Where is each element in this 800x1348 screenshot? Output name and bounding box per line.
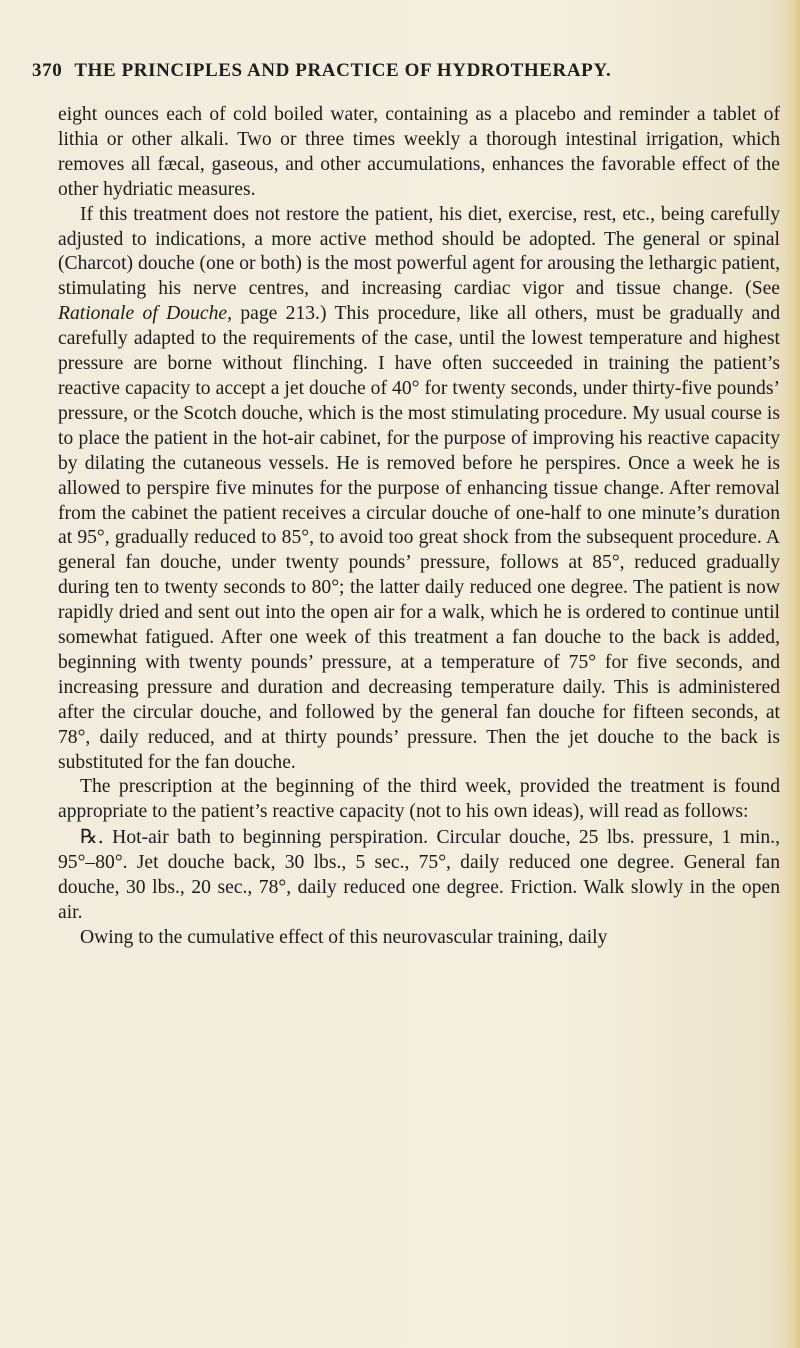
paragraph-final: Owing to the cumulative effect of this neurovascular training, daily bbox=[80, 926, 608, 948]
body-text bbox=[58, 103, 780, 951]
paragraph-continuation: eight ounces each of cold boiled water, containing as a placebo and reminder a tablet of lithia or other alkali. Two or three times weekly a thorough intestinal irrigation, which removes all fæcal, gaseous, and other accumulations, enhances the favorable effect of the other hydriatic measures. bbox=[58, 104, 780, 200]
paragraph-prescription bbox=[58, 825, 780, 926]
paragraph-douche-method bbox=[58, 203, 780, 776]
running-title: THE PRINCIPLES AND PRACTICE OF HYDROTHERAPY. bbox=[74, 60, 612, 81]
paragraph-text: page 213.) This procedure, like all others, must be gradually and carefully adapted to the requirements of the case, until the lowest temperature and highest pressure are borne without flinching. I have often succeeded in training the patient’s reactive capacity to accept a jet douche of 40° for twenty seconds, under thirty-five pounds’ pressure, or the Scotch douche, which is the most stimulating procedure. My usual course is to place the patient in the hot-air cabinet, for the purpose of improving his reactive capacity by dilating the cutaneous vessels. He is removed before he perspires. Once a week he is allowed to perspire five minutes for the purpose of enhancing tissue change. After removal from the cabinet the patient receives a circular douche of one-half to one minute’s duration at 95°, gradually reduced to 85°, to avoid too great shock from the subsequent procedure. A general fan douche, under twenty pounds’ pressure, follows at 85°, reduced gradually during ten to twenty seconds to 80°; the latter daily reduced one degree. The patient is now rapidly dried and sent out into the open air for a walk, which he is ordered to continue until somewhat fatigued. After one week of this treatment a fan douche to the back is added, beginning with twenty pounds’ pressure, at a temperature of 75° for five seconds, and increasing pressure and duration and decreasing temperature daily. This is administered after the circular douche, and followed by the general fan douche for fifteen seconds, at 78°, daily reduced, and at thirty pounds’ pressure. Then the jet douche to the back is substituted for the fan douche. bbox=[58, 303, 780, 773]
recipe-symbol: ℞. bbox=[80, 825, 104, 849]
prescription-text: Hot-air bath to beginning perspiration. Circular douche, 25 lbs. pressure, 1 min., 95°–80°. Jet douche back, 30 lbs., 5 sec., 75°, daily reduced one degree. General fan douche, 30 lbs., 20 sec., 78°, daily reduced one degree. Friction. Walk slowly in the open air. bbox=[58, 827, 780, 923]
page-number: 370 bbox=[32, 60, 63, 81]
paragraph-prescription-intro: The prescription at the beginning of the third week, provided the treatment is found appropriate to the patient’s reactive capacity (not to his own ideas), will read as follows: bbox=[58, 776, 780, 823]
cross-reference-title: Rationale of Douche, bbox=[58, 303, 232, 325]
running-header bbox=[32, 60, 792, 82]
page-edge-shading bbox=[786, 0, 800, 1348]
paragraph-text: If this treatment does not restore the patient, his diet, exercise, rest, etc., being carefully adjusted to indications, a more active method should be adopted. The general or spinal (Charcot) douche (one or both) is the most powerful agent for arousing the lethargic patient, stimulating his nerve centres, and increasing cardiac vigor and tissue change. (See bbox=[58, 203, 780, 300]
